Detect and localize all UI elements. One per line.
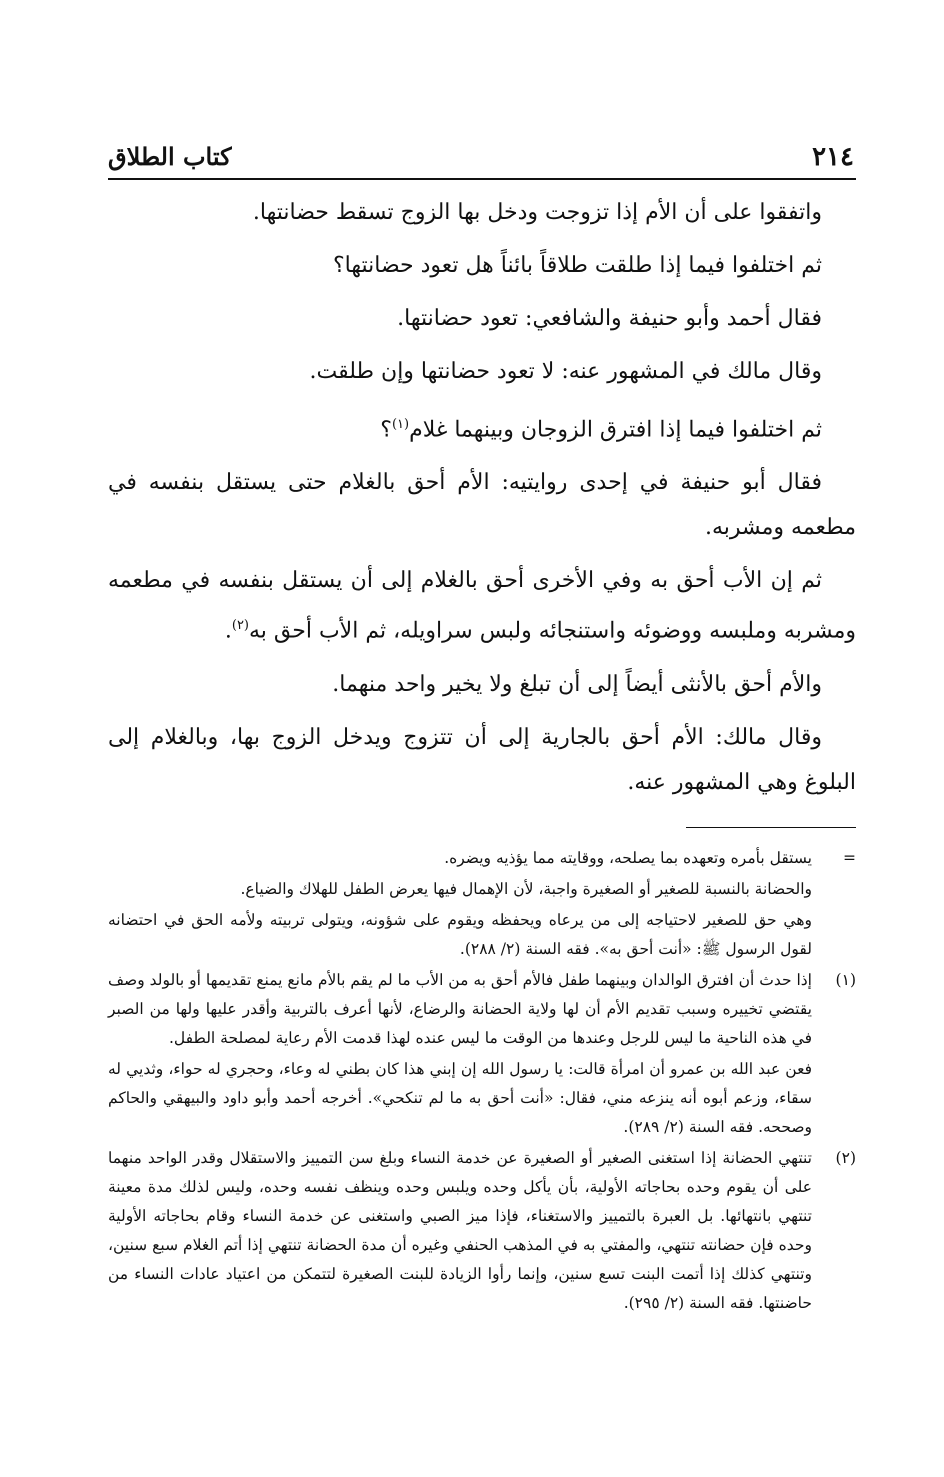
footnote-line: يستقل بأمره وتعهده بما يصلحه، ووقايته مما يؤذيه ويضره. — [444, 848, 812, 867]
paragraph-text: ثم اختلفوا فيما إذا افترق الزوجان وبينهما غلام — [409, 417, 822, 443]
book-title: كتاب الطلاق — [108, 142, 232, 171]
footnote-continuation — [108, 844, 856, 964]
footnote-line: والحضانة بالنسبة للصغير أو الصغيرة واجبة، لأن الإهمال فيها يعرض الطفل للهلاك والضياع. — [240, 879, 812, 898]
paragraph-text: ثم إن الأب أحق به وفي الأخرى أحق بالغلام إلى أن يستقل بنفسه في مطعمه ومشربه وملبسه ووضوئه واستنجائه ولبس سراويله، ثم الأب أحق به — [108, 568, 856, 644]
footnotes — [108, 844, 856, 1318]
paragraph: واتفقوا على أن الأم إذا تزوجت ودخل بها الزوج تسقط حضانتها. — [252, 200, 822, 225]
paragraph: ثم اختلفوا فيما إذا طلقت طلاقاً بائناً هل تعود حضانتها؟ — [332, 253, 822, 278]
paragraph: وقال مالك: الأم أحق بالجارية إلى أن تتزوج ويدخل الزوج بها، وبالغلام إلى البلوغ وهي المشهور عنه. — [108, 724, 856, 795]
page-number: ٢١٤ — [812, 142, 854, 172]
footnote-2 — [108, 1144, 856, 1318]
paragraph: وقال مالك في المشهور عنه: لا تعود حضانتها وإن طلقت. — [309, 359, 822, 384]
paragraph-punct: . — [224, 618, 232, 644]
footnote-ref: (١) — [391, 417, 410, 432]
footnote-text: فعن عبد الله بن عمرو أن امرأة قالت: يا رسول الله إن إبني هذا كان بطني له وعاء، وحجري له حواء، وثديي له سقاء، وزعم أبوه أنه ينزعه مني، فقال: «أنت أحق به ما لم تنكحي». أخرجه أحمد وأبو داود والبيهقي والحاكم وصححه. فقه السنة (٢/ ٢٨٩). — [108, 1059, 812, 1136]
paragraph: والأم أحق بالأنثى أيضاً إلى أن تبلغ ولا يخير واحد منهما. — [332, 671, 822, 697]
footnote-text: تنتهي الحضانة إذا استغنى الصغير أو الصغيرة عن خدمة النساء وبلغ سن التمييز والاستقلال وقدر الواحد منهما على أن يقوم وحده بحاجاته الأولية، بأن يأكل وحده ويلبس وحده وينظف نفسه وحده، وليس لذلك مدة معينة تنتهي بانتهائها. بل العبرة بالتمييز والاستغناء، فإذا ميز الصبي واستغنى عن خدمة النساء وقام بحاجاته الأولية وحده فإن حضانته تنتهي، والمفتي به في المذهب الحنفي وغيره أن مدة الحضانة تنتهي إذا أتم الغلام سبع سنين، وتنتهي كذلك إذا أتمت البنت تسع سنين، وإنما رأوا الزيادة للبنت الصغيرة لتتمكن من اعتياد عادات النساء من حاضنتها. فقه السنة (٢/ ٢٩٥). — [108, 1148, 812, 1312]
running-header — [108, 138, 856, 180]
footnote-number: (٢) — [835, 1148, 856, 1167]
footnote-text: إذا حدث أن افترق الوالدان وبينهما طفل فالأم أحق به من الأب ما لم يقم بالأم مانع يمنع تقديمها أو بالولد وصف يقتضي تخييره وسبب تقديم الأم أن لها ولاية الحضانة والرضاع، لأنها أعرف بالتربية وأقدر عليها ولها من الصبر في هذه الناحية ما ليس للرجل وعندها من الوقت ما ليس عنده لهذا قدمت الأم رعاية لمصلحة الطفل. — [108, 970, 812, 1047]
footnote-line: وهي حق للصغير لاحتياجه إلى من يرعاه ويحفظه ويقوم على شؤونه، ويتولى تربيته ولأمه الحق في احتضانه لقول الرسول ﷺ: «أنت أحق به». فقه السنة (٢/ ٢٨٨). — [108, 910, 812, 958]
paragraph-punct: ؟ — [380, 417, 392, 443]
continuation-mark: = — [843, 848, 856, 867]
footnote-ref: (٢) — [231, 618, 249, 634]
paragraph — [108, 558, 856, 653]
paragraph — [108, 402, 856, 452]
paragraph: فقال أبو حنيفة في إحدى روايتيه: الأم أحق بالغلام حتى يستقل بنفسه في مطعمه ومشربه. — [108, 470, 856, 541]
paragraph: فقال أحمد وأبو حنيفة والشافعي: تعود حضانتها. — [397, 306, 822, 331]
footnote-number: (١) — [835, 970, 856, 989]
footnote-separator — [686, 827, 856, 828]
footnote-1 — [108, 966, 856, 1142]
book-page — [108, 138, 856, 1320]
main-text — [108, 190, 856, 805]
